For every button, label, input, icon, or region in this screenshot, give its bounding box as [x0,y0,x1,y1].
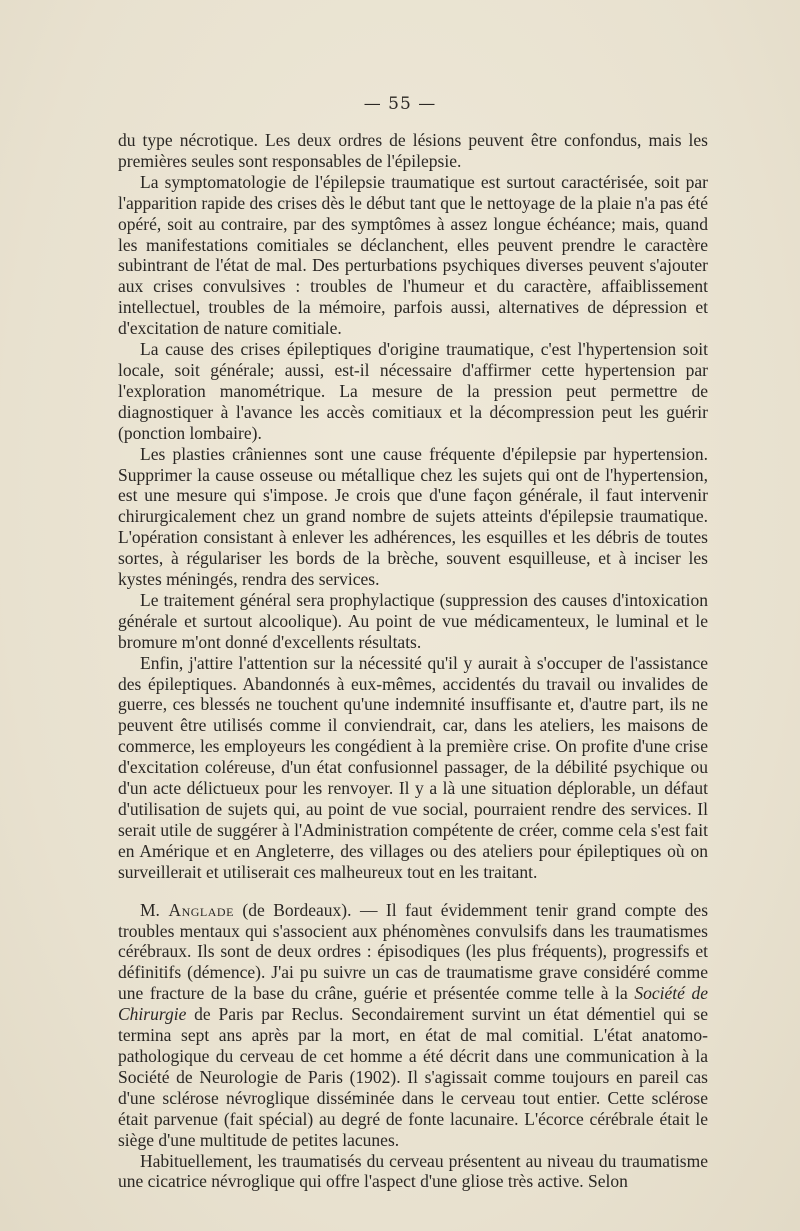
paragraph-4: Les plasties crâniennes sont une cause fréquente d'épilepsie par hypertension. Supprimer la cause osseuse ou métallique chez les sujets qui ont de l'hypertension, est une mesure qui s'impose. Je crois que d'une façon générale, il faut intervenir chirurgicalement chez un grand nombre de sujets atteints d'épilepsie traumatique. L'opération consistant à enlever les adhérences, les esquilles et les débris de toutes sortes, à régulariser les bords de la brèche, souvent esquilleuse, et à inciser les kystes méningés, rendra des services. [118,443,708,590]
page-number: — 55 — [363,94,437,114]
paragraph-7-anglade [118,900,708,1151]
body-text [118,130,708,1192]
paragraph-2: La symptomatologie de l'épilepsie traumatique est surtout caractérisée, soit par l'apparition rapide des crises dès le début tant que le nettoyage de la plaie n'a pas été opéré, soit au contraire, par des symptômes à assez longue échéance; mais, quand les manifestations comitiales se déclanchent, elles peuvent prendre le caractère subintrant de l'état de mal. Des perturbations psychiques diverses peuvent s'ajouter aux crises convulsives : troubles de l'humeur et du caractère, affaiblissement intellectuel, troubles de la mémoire, parfois aussi, alternatives de dépression et d'excitation de nature comitiale. [118,171,708,339]
paragraph-3: La cause des crises épileptiques d'origine traumatique, c'est l'hypertension soit locale, soit générale; aussi, est-il nécessaire d'affirmer cette hypertension par l'exploration manométrique. La mesure de la pression peut permettre de diagnostiquer à l'avance les accès comitiaux et la décompression peut les guérir (ponction lombaire). [118,339,708,443]
paragraph-8: Habituellement, les traumatisés du cerveau présentent au niveau du traumatisme une cicatrice névroglique qui offre l'aspect d'une gliose très active. Selon [118,1150,708,1192]
paragraph-7-text-b: de Paris par Reclus. Secondairement survint un état démentiel qui se termina sept ans après par la mort, en état de mal comitial. L'état anatomo-pathologique du cerveau de cet homme a été décrit dans une communication à la Société de Neurologie de Paris (1902). Il s'agissait comme toujours en pareil cas d'une sclérose névroglique disséminée dans le cerveau tout entier. Cette sclérose était parvenue (fait spécial) au degré de fonte lacunaire. L'écorce cérébrale était le siège d'une multitude de petites lacunes. [118,1004,708,1150]
speaker-prefix: M. [140,899,169,920]
paragraph-7-italic: Société de Chirurgie [118,983,708,1025]
paragraph-6: Enfin, j'attire l'attention sur la nécessité qu'il y aurait à s'occuper de l'assistance des épileptiques. Abandonnés à eux-mêmes, accidentés du travail ou invalides de guerre, ces blessés ne touchent qu'une indemnité insuffisante et, d'autre part, ils ne peuvent être utilisés comme il conviendrait, car, dans les ateliers, les maisons de commerce, les employeurs les congédient à la première crise. On profite d'une crise d'excitation coléreuse, d'un état confusionnel passager, de la débilité psychique ou d'un acte délictueux pour les renvoyer. Il y a là une situation déplorable, un défaut d'utilisation de sujets qui, au point de vue social, pourraient rendre des services. Il serait utile de suggérer à l'Administration compétente de créer, comme cela s'est fait en Amérique et en Angleterre, des villages ou des ateliers pour épileptiques où on surveillerait et utiliserait ces malheureux tout en les traitant. [118,652,708,882]
paragraph-7-text-a: (de Bordeaux). — Il faut évidemment tenir grand compte des troubles mentaux qui s'associent aux phénomènes convulsifs dans les traumatismes cérébraux. Ils sont de deux ordres : épisodiques (les plus fréquents), progressifs et définitifs (démence). J'ai pu suivre un cas de traumatisme grave considéré comme une fracture de la base du crâne, guérie et présentée comme telle à la [118,899,709,1004]
speaker-name: Anglade [168,899,234,920]
paragraph-5: Le traitement général sera prophylactique (suppression des causes d'intoxication générale et surtout alcoolique). Au point de vue médicamenteux, le luminal et le bromure m'ont donné d'excellents résultats. [118,589,708,652]
paragraph-1: du type nécrotique. Les deux ordres de lésions peuvent être confondus, mais les premières seules sont responsables de l'épilepsie. [118,130,708,171]
